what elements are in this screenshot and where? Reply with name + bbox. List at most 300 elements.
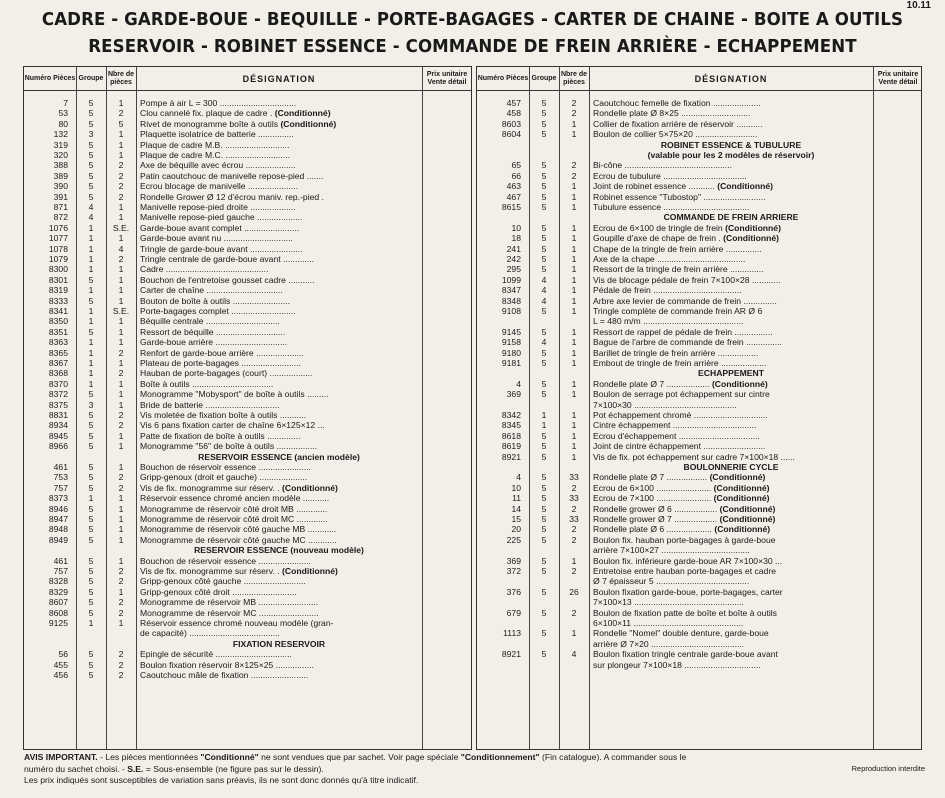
part-number: 56: [58, 649, 68, 660]
table-row: [24, 348, 471, 358]
designation-text: Gripp-genoux côté gauche ..........................: [140, 576, 306, 587]
quantity: 1: [571, 181, 577, 192]
designation-text: 7×100×30 ...........................................: [593, 399, 737, 410]
designation-text: 7×100×13 ..............................................: [593, 597, 744, 608]
quantity: 5: [118, 118, 124, 129]
table-row: [477, 389, 921, 399]
quantity: 1: [571, 233, 577, 244]
designation: [140, 483, 418, 493]
designation-text: Tringle complète de commande frein AR Ø 6: [593, 306, 763, 316]
designation-text: Bouchon de l'entretoise gousset cadre ...........: [140, 274, 315, 285]
part-number: 8348: [501, 295, 521, 306]
designation-text: Rondelle grower Ø 7 ..................: [593, 514, 720, 524]
table-row: [24, 264, 471, 274]
table-row: [477, 316, 921, 326]
table-row: [24, 368, 471, 378]
group: 3: [88, 399, 94, 410]
group: 4: [541, 337, 547, 348]
designation-text: Ressort de rappel de pédale de frein ................: [593, 326, 773, 337]
designation-text: Clou cannelé fix. plaque de cadre .: [140, 108, 275, 119]
part-number: 8329: [48, 586, 68, 597]
group: 5: [88, 326, 94, 337]
designation: [140, 358, 418, 368]
quantity: 2: [571, 607, 577, 618]
table-row: [477, 628, 921, 638]
designation-text: Monogramme de réservoir côté droit MC .............: [140, 514, 328, 524]
table-row: [24, 254, 471, 264]
designation: [593, 628, 869, 638]
table-row: [477, 202, 921, 212]
quantity: 1: [118, 441, 124, 452]
conditionne-label: (Conditionné): [714, 524, 771, 535]
designation: [140, 410, 418, 420]
quantity: 2: [571, 108, 577, 119]
table-row: [477, 337, 921, 347]
notice-term: "Conditionné": [200, 752, 259, 762]
notice-text: - Les pièces mentionnées: [97, 752, 201, 762]
table-row: [477, 452, 921, 462]
group: 5: [541, 202, 547, 212]
table-row: [24, 337, 471, 347]
quantity: 1: [118, 326, 124, 337]
table-row: [477, 379, 921, 389]
designation: [593, 566, 869, 576]
designation: [593, 223, 869, 233]
designation-text: Cadre ...........................................: [140, 264, 269, 275]
designation-text: Chape de la tringle de frein arrière ...............: [593, 243, 762, 254]
quantity: 2: [118, 108, 124, 119]
group: 1: [541, 420, 547, 431]
designation-text: Boulon fixation tringle centrale garde-boue avant: [593, 649, 778, 660]
designation: [140, 327, 418, 337]
table-row: [477, 223, 921, 233]
designation: [140, 660, 418, 670]
designation: [593, 587, 869, 597]
header-groupe: Groupe: [531, 74, 557, 82]
group: 5: [88, 586, 94, 597]
group: 1: [88, 243, 94, 254]
table-row: [477, 639, 921, 649]
table-row: [477, 108, 921, 118]
designation-text: Boulon fixation réservoir 8×125×25 ................: [140, 659, 314, 670]
quantity: 1: [571, 191, 577, 202]
group: 5: [88, 139, 94, 150]
group: 5: [88, 430, 94, 441]
quantity: 2: [118, 576, 124, 587]
table-row: [24, 400, 471, 410]
part-number: 376: [506, 586, 521, 597]
designation-text: Axe de la chape .....................................: [593, 254, 746, 264]
quantity: 1: [571, 254, 577, 264]
group: 5: [88, 98, 94, 108]
designation-text: 6×100×11 ..............................................: [593, 618, 744, 628]
header-numero: Numéro Pièces: [477, 74, 529, 82]
group: 5: [88, 274, 94, 285]
quantity: 2: [118, 649, 124, 660]
table-row: [477, 608, 921, 618]
quantity: 1: [571, 129, 577, 140]
table-row: [24, 618, 471, 628]
designation: [593, 420, 869, 430]
designation-text: Monogramme de réservoir côté droit MB .............: [140, 503, 328, 514]
table-row: [24, 462, 471, 472]
designation: [593, 233, 869, 243]
quantity: 2: [571, 98, 577, 108]
table-row: [24, 660, 471, 670]
designation-text: Réservoir essence chromé ancien modèle ...........: [140, 493, 330, 504]
notice-term: "Conditionnement": [460, 752, 540, 762]
table-row: [24, 223, 471, 233]
quantity: 1: [118, 378, 124, 389]
designation: [140, 504, 418, 514]
designation: [140, 337, 418, 347]
part-number: 8365: [48, 347, 68, 358]
designation-text: ROBINET ESSENCE & TUBULURE: [660, 139, 802, 150]
conditionne-label: (Conditionné): [719, 514, 776, 524]
reproduction-notice: Reproduction interdite: [851, 764, 925, 773]
group: 5: [541, 181, 547, 192]
quantity: 33: [569, 514, 579, 524]
table-row: [477, 410, 921, 420]
designation: [140, 608, 418, 618]
group: 1: [88, 264, 94, 275]
part-number: 8301: [48, 274, 68, 285]
table-row: [477, 275, 921, 285]
table-row: [477, 400, 921, 410]
designation: [140, 389, 418, 399]
part-number: 320: [53, 150, 68, 160]
notice-text: = Sous-ensemble (ne figure pas sur le dessin).: [143, 763, 324, 774]
quantity: 26: [569, 586, 579, 597]
designation-text: Boulon de fixation patte de boîte et boîte à outils: [593, 607, 777, 618]
designation: [140, 649, 418, 659]
part-number: 1079: [48, 254, 68, 264]
designation-text: Axe de béquille avec écrou .....................: [140, 160, 296, 171]
designation: [140, 150, 418, 160]
group: 5: [541, 430, 547, 441]
group: 5: [88, 524, 94, 535]
part-number: 9158: [501, 337, 521, 348]
conditionne-label: (Conditionné): [719, 503, 776, 514]
part-number: 8607: [48, 597, 68, 608]
part-number: 8831: [48, 410, 68, 420]
table-row: [24, 608, 471, 618]
quantity: 2: [118, 410, 124, 420]
part-number: 8367: [48, 358, 68, 368]
group: 1: [88, 222, 94, 233]
table-row: [24, 150, 471, 160]
group: 5: [88, 191, 94, 202]
group: 5: [541, 264, 547, 275]
group: 5: [541, 566, 547, 576]
part-number: 66: [511, 170, 521, 181]
notice-text: numéro du sachet choisi. -: [24, 763, 128, 774]
designation: [593, 379, 869, 389]
part-number: 8603: [501, 118, 521, 129]
designation-text: Monogramme de réservoir côté gauche MC ............: [140, 534, 337, 545]
designation: [140, 670, 418, 680]
designation: [593, 160, 869, 170]
part-number: 8921: [501, 451, 521, 462]
group: 5: [88, 420, 94, 431]
designation: [140, 254, 418, 264]
table-row: [477, 618, 921, 628]
designation: [593, 108, 869, 118]
quantity: 4: [118, 243, 124, 254]
quantity: 33: [569, 493, 579, 504]
quantity: 1: [571, 420, 577, 431]
table-row: [477, 535, 921, 545]
designation-text: Porte-bagages complet ...........................: [140, 306, 296, 316]
quantity: 1: [571, 441, 577, 452]
group: 3: [88, 129, 94, 140]
part-number: 241: [506, 243, 521, 254]
table-row: [477, 98, 921, 108]
designation-text: Tringle centrale de garde-boue avant .............: [140, 254, 315, 264]
designation: [593, 483, 869, 493]
part-number: 8342: [501, 410, 521, 420]
designation: [140, 306, 418, 316]
part-number: 456: [53, 670, 68, 680]
designation-text: RESERVOIR ESSENCE (nouveau modèle): [194, 545, 364, 556]
designation: [593, 171, 869, 181]
group: 5: [88, 389, 94, 400]
conditionne-label: (Conditionné): [713, 482, 770, 493]
quantity: 1: [118, 274, 124, 285]
quantity: 1: [118, 139, 124, 150]
designation-text: ECHAPPEMENT: [698, 368, 764, 379]
quantity: 1: [118, 358, 124, 368]
group: 5: [88, 181, 94, 192]
group: 5: [541, 586, 547, 597]
designation: [140, 431, 418, 441]
designation: [140, 264, 418, 274]
designation-text: Monogramme "56" de boîte à outils .................: [140, 441, 318, 452]
part-number: 467: [506, 191, 521, 202]
quantity: 2: [118, 181, 124, 192]
designation: [593, 202, 869, 212]
group: 1: [88, 337, 94, 348]
designation: [140, 202, 418, 212]
designation: [593, 649, 869, 659]
part-number: 757: [53, 566, 68, 576]
group: 5: [88, 441, 94, 452]
header-prix: Prix unitaire Vente détail: [877, 70, 919, 86]
quantity: 1: [571, 118, 577, 129]
designation: [140, 181, 418, 191]
table-row: [477, 576, 921, 586]
part-number: 9108: [501, 306, 521, 316]
quantity: 1: [118, 337, 124, 348]
designation: [593, 462, 869, 472]
table-row: [24, 98, 471, 108]
table-header: [24, 67, 471, 91]
group: 1: [88, 233, 94, 244]
quantity: 2: [118, 170, 124, 181]
table-row: [24, 108, 471, 118]
part-number: 9180: [501, 347, 521, 358]
designation: [593, 140, 869, 150]
quantity: 2: [571, 170, 577, 181]
designation-text: Robinet essence "Tubostop" ..........................: [593, 191, 766, 202]
part-number: 132: [53, 129, 68, 140]
designation: [140, 639, 418, 649]
quantity: 1: [118, 586, 124, 597]
group: 5: [88, 503, 94, 514]
designation-text: Plateau de porte-bagages .........................: [140, 358, 301, 368]
table-row: [477, 493, 921, 503]
quantity: 1: [118, 462, 124, 472]
part-number: 20: [511, 524, 521, 535]
part-number: 461: [53, 462, 68, 472]
conditionne-label: (Conditionné): [282, 566, 338, 576]
part-number: 8351: [48, 326, 68, 337]
group: 4: [88, 202, 94, 212]
header-prix: Prix unitaire Vente détail: [426, 70, 468, 86]
designation: [140, 535, 418, 545]
table-row: [24, 566, 471, 576]
conditionne-label: (Conditionné): [725, 222, 781, 233]
header-designation: DÉSIGNATION: [694, 73, 768, 84]
quantity: S.E.: [112, 222, 130, 233]
designation-text: Plaque de cadre M.C. ...........................: [140, 150, 290, 160]
designation: [593, 254, 869, 264]
table-row: [24, 129, 471, 139]
designation-text: BOULONNERIE CYCLE: [683, 462, 779, 472]
designation-text: Rondelle Grower Ø 12 d'écrou maniv. rep.-pied .: [140, 191, 324, 202]
section-heading: [477, 212, 921, 222]
part-number: 458: [506, 108, 521, 119]
designation: [140, 244, 418, 254]
part-number: 8350: [48, 316, 68, 327]
part-number: 80: [58, 118, 68, 129]
part-number: 8373: [48, 493, 68, 504]
table-row: [477, 306, 921, 316]
designation: [140, 171, 418, 181]
designation-text: Boulon de collier 5×75×20 ..........................: [593, 129, 758, 140]
designation: [140, 160, 418, 170]
part-number: 319: [53, 139, 68, 150]
quantity: 1: [118, 285, 124, 296]
group: 1: [88, 368, 94, 379]
designation-text: Rondelle plate Ø 7 .................: [593, 472, 710, 483]
table-row: [477, 483, 921, 493]
designation-text: Patin caoutchouc de manivelle repose-pied .......: [140, 170, 324, 181]
group: 1: [88, 347, 94, 358]
part-number: 8934: [48, 420, 68, 431]
part-number: 8341: [48, 306, 68, 316]
group: 5: [541, 191, 547, 202]
designation-text: Cintre échappement ...................................: [593, 420, 757, 431]
designation: [593, 452, 869, 462]
part-number: 8375: [48, 399, 68, 410]
part-number: 389: [53, 170, 68, 181]
designation-text: Vis de fix. monogramme sur réserv. .: [140, 566, 283, 576]
part-number: 295: [506, 264, 521, 275]
part-number: 11: [512, 493, 521, 504]
table-row: [24, 441, 471, 451]
part-number: 8948: [48, 524, 68, 535]
quantity: 1: [118, 150, 124, 160]
group: 5: [88, 576, 94, 587]
designation: [593, 431, 869, 441]
part-number: 9125: [48, 618, 68, 628]
designation-text: Ecrou blocage de manivelle .....................: [140, 181, 299, 192]
designation: [593, 212, 869, 222]
designation-text: Monogramme de réservoir MC .........................: [140, 607, 319, 618]
quantity: 1: [118, 129, 124, 140]
header-groupe: Groupe: [78, 74, 104, 82]
table-row: [477, 556, 921, 566]
quantity: 1: [118, 430, 124, 441]
designation: [593, 524, 869, 534]
conditionne-label: (Conditionné): [711, 378, 768, 389]
group: 4: [88, 212, 94, 223]
quantity: 1: [571, 358, 577, 368]
header-nbre: Nbre de pièces: [560, 70, 588, 86]
designation: [593, 244, 869, 254]
quantity: 2: [118, 597, 124, 608]
quantity: 1: [571, 628, 577, 639]
designation: [593, 660, 869, 670]
table-row: [477, 441, 921, 451]
table-row: [24, 472, 471, 482]
part-number: 679: [506, 607, 521, 618]
header-designation: DÉSIGNATION: [242, 73, 316, 84]
designation-text: Boîte à outils ..................................: [140, 378, 274, 389]
quantity: 2: [118, 482, 124, 493]
quantity: 1: [118, 295, 124, 306]
designation-text: Ecrou de tubulure ...................................: [593, 170, 747, 181]
conditionne-label: (Conditionné): [709, 472, 766, 483]
part-number: 7: [63, 98, 68, 108]
quantity: 2: [118, 659, 124, 670]
table-row: [477, 244, 921, 254]
table-row: [24, 587, 471, 597]
table-row: [24, 389, 471, 399]
quantity: 2: [118, 670, 124, 680]
quantity: 4: [571, 649, 577, 660]
table-row: [477, 348, 921, 358]
table-row: [24, 483, 471, 493]
group: 5: [541, 98, 547, 108]
group: 5: [541, 628, 547, 639]
group: 5: [541, 555, 547, 566]
quantity: 1: [118, 493, 124, 504]
group: 5: [88, 566, 94, 576]
table-row: [24, 524, 471, 534]
group: 1: [88, 618, 94, 628]
quantity: 2: [118, 347, 124, 358]
group: 4: [541, 295, 547, 306]
page-title-line1: CADRE - GARDE-BOUE - BEQUILLE - PORTE-BAGAGES - CARTER DE CHAINE - BOITE A OUTILS: [41, 10, 904, 30]
table-row: [24, 327, 471, 337]
part-number: 8333: [48, 295, 68, 306]
group: 5: [88, 555, 94, 566]
designation-text: Monogramme "Mobysport" de boîte à outils .........: [140, 389, 329, 400]
part-number: 8966: [48, 441, 68, 452]
table-row: [477, 504, 921, 514]
designation: [593, 275, 869, 285]
designation: [140, 348, 418, 358]
group: 1: [88, 306, 94, 316]
designation-text: Boulon fix. inférieure garde-boue AR 7×100×30 ...: [593, 555, 783, 566]
table-row: [24, 192, 471, 202]
designation-text: Hauban de porte-bagages (court) ..................: [140, 368, 313, 379]
designation: [140, 285, 418, 295]
quantity: 1: [118, 399, 124, 410]
part-number: 872: [53, 212, 68, 223]
